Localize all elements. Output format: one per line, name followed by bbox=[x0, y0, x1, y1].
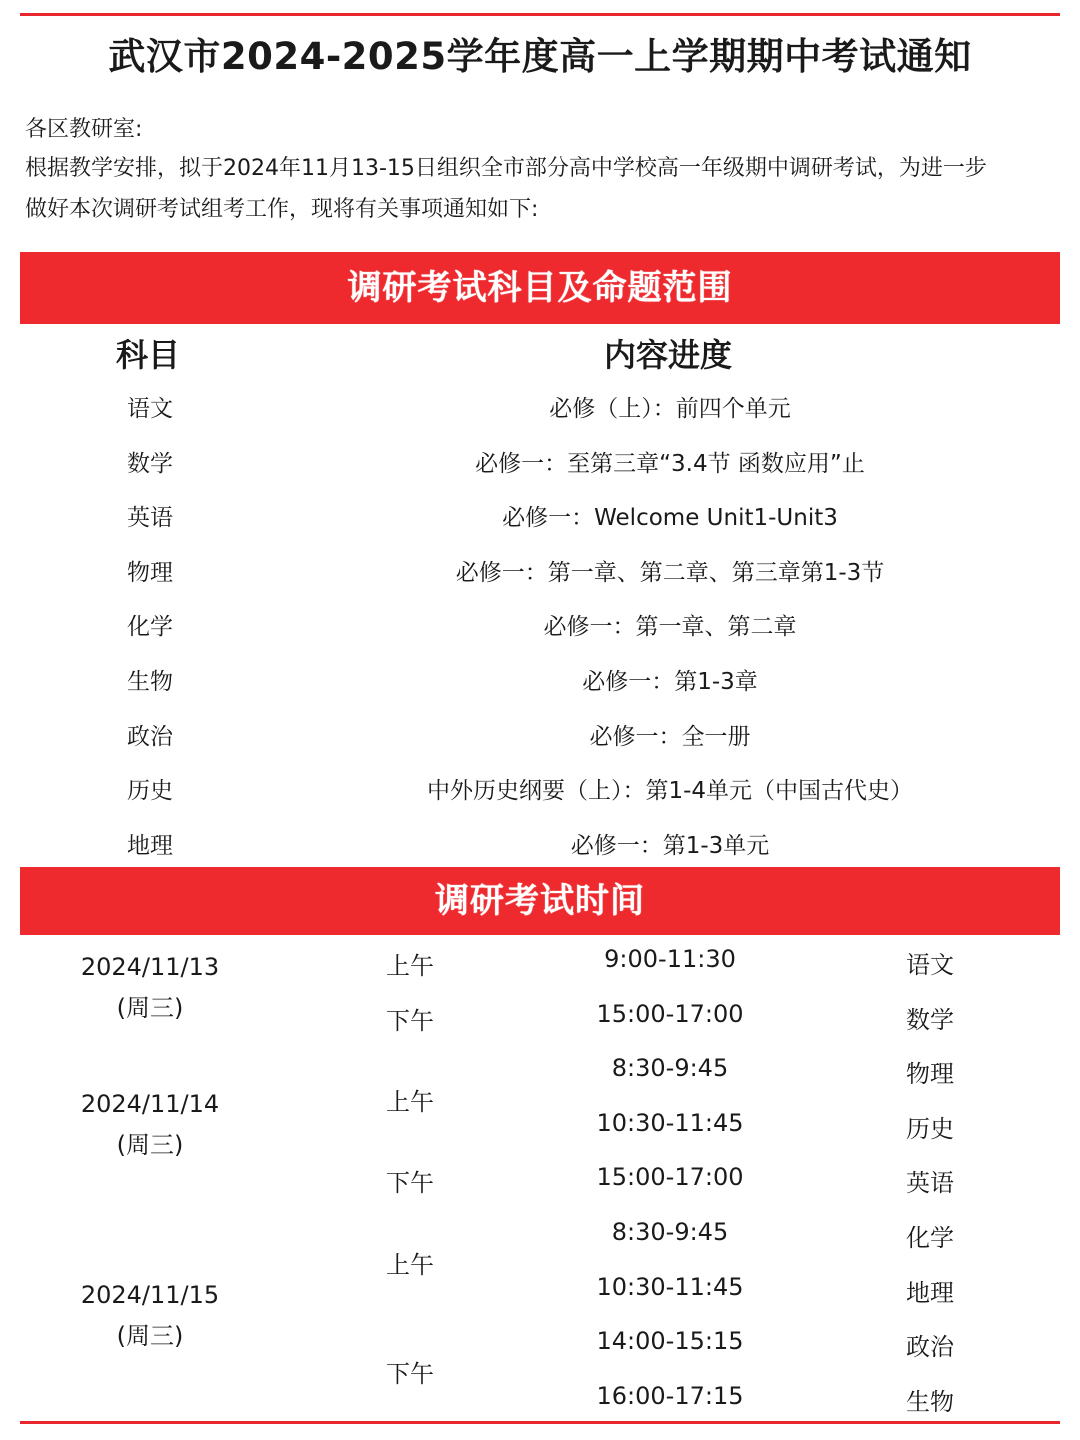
schedule-period: 下午 bbox=[386, 1007, 434, 1035]
scope-row-subject: 数学 bbox=[127, 450, 173, 477]
scope-row-content: 必修一：第一章、第二章、第三章第1-3节 bbox=[455, 559, 885, 586]
schedule-weekday: (周三) bbox=[116, 994, 184, 1022]
schedule-subject: 化学 bbox=[906, 1224, 954, 1252]
schedule-time: 14:00-15:15 bbox=[596, 1327, 744, 1356]
scope-row-subject: 语文 bbox=[127, 396, 173, 422]
scope-row-subject: 政治 bbox=[127, 723, 173, 750]
scope-row-subject: 英语 bbox=[127, 505, 173, 532]
intro-line-2: 做好本次调研考试组考工作，现将有关事项通知如下: bbox=[25, 197, 539, 222]
schedule-date-text: 2024/11/14 bbox=[80, 1090, 220, 1118]
schedule-subject: 地理 bbox=[906, 1278, 954, 1307]
schedule-date-text: 2024/11/13 bbox=[80, 953, 220, 981]
schedule-time: 10:30-11:45 bbox=[596, 1272, 744, 1301]
schedule-time: 15:00-17:00 bbox=[596, 999, 744, 1028]
scope-row-content: 必修一：第1-3单元 bbox=[570, 832, 770, 859]
schedule-time: 15:00-17:00 bbox=[596, 1163, 744, 1192]
schedule-subject: 英语 bbox=[906, 1169, 954, 1198]
time-section-banner: 调研考试时间 bbox=[20, 867, 1060, 935]
intro-line-1: 根据教学安排，拟于2024年11月13-15日组织全市部分高中学校高一年级期中调研考试，为进一步 bbox=[25, 156, 987, 181]
top-rule bbox=[20, 13, 1060, 16]
scope-row-subject: 历史 bbox=[127, 778, 173, 805]
scope-row-content: 必修（上）：前四个单元 bbox=[549, 396, 791, 422]
schedule-time: 8:30-9:45 bbox=[611, 1218, 729, 1246]
scope-row-subject: 化学 bbox=[127, 614, 173, 641]
schedule-date bbox=[81, 947, 219, 1029]
scope-row-subject: 物理 bbox=[127, 559, 173, 586]
schedule-time: 16:00-17:15 bbox=[596, 1381, 744, 1410]
scope-row-content: 必修一：第一章、第二章 bbox=[543, 614, 797, 641]
schedule-date bbox=[81, 1275, 219, 1357]
schedule-period: 上午 bbox=[386, 1088, 434, 1116]
scope-row-content: 必修一：第1-3章 bbox=[582, 669, 758, 695]
schedule-period: 下午 bbox=[386, 1360, 434, 1388]
schedule-period: 上午 bbox=[386, 1251, 434, 1279]
scope-row-subject: 生物 bbox=[127, 669, 173, 695]
page-title: 武汉市2024-2025学年度高一上学期期中考试通知 bbox=[108, 35, 972, 78]
schedule-period: 下午 bbox=[386, 1169, 434, 1197]
scope-row-subject: 地理 bbox=[127, 832, 173, 859]
schedule-time: 9:00-11:30 bbox=[604, 945, 736, 973]
scope-row-content: 必修一：Welcome Unit1-Unit3 bbox=[502, 505, 838, 532]
scope-section-banner: 调研考试科目及命题范围 bbox=[20, 252, 1060, 324]
salutation: 各区教研室: bbox=[25, 117, 143, 142]
bottom-rule bbox=[20, 1421, 1060, 1424]
schedule-subject: 语文 bbox=[906, 951, 954, 979]
header-subject: 科目 bbox=[116, 336, 181, 374]
scope-row-content: 中外历史纲要（上）：第1-4单元（中国古代史） bbox=[426, 778, 914, 805]
schedule-weekday: (周三) bbox=[116, 1131, 184, 1159]
schedule-weekday: (周三) bbox=[116, 1322, 184, 1350]
scope-row-content: 必修一：全一册 bbox=[589, 723, 751, 750]
schedule-subject: 物理 bbox=[906, 1060, 954, 1089]
header-content: 内容进度 bbox=[604, 336, 733, 374]
schedule-time: 10:30-11:45 bbox=[596, 1108, 744, 1137]
scope-row-content: 必修一：至第三章“3.4节 函数应用”止 bbox=[475, 450, 865, 477]
schedule-date bbox=[81, 1084, 219, 1166]
schedule-subject: 数学 bbox=[906, 1005, 954, 1034]
schedule-subject: 政治 bbox=[906, 1333, 954, 1362]
schedule-subject: 历史 bbox=[906, 1114, 954, 1143]
schedule-period: 上午 bbox=[386, 952, 434, 980]
schedule-time: 8:30-9:45 bbox=[611, 1054, 729, 1083]
schedule-date-text: 2024/11/15 bbox=[80, 1281, 220, 1309]
schedule-subject: 生物 bbox=[906, 1387, 954, 1416]
